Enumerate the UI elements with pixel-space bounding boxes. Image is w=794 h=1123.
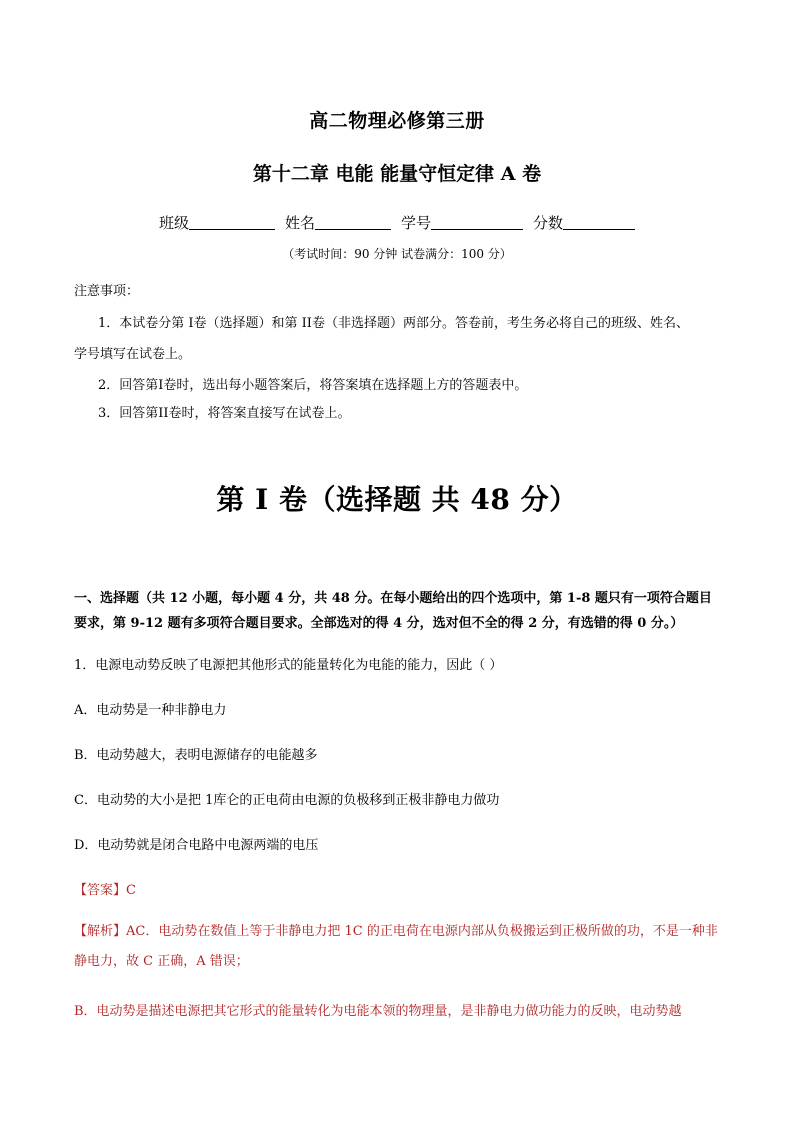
class-label: 班级 xyxy=(158,214,189,232)
option-c: C．电动势的大小是把 1库仑的正电荷由电源的负极移到正极非静电力做功 xyxy=(74,793,500,808)
analysis-b: B．电动势是描述电源把其它形式的能量转化为电能本领的物理量，是非静电力做功能力的反映，电动势越 xyxy=(74,1004,682,1019)
student-info-fields xyxy=(0,212,794,233)
option-a: A．电动势是一种非静电力 xyxy=(74,703,227,718)
answer-label: 【答案】 xyxy=(74,883,127,898)
analysis-paragraph xyxy=(74,917,724,977)
section-intro: 一、选择题（共 12 小题，每小题 4 分，共 48 分。在每小题给出的四个选项中，第 1-8 题只有一项符合题目要求，第 9-12 题有多项符合题目要求。全部选对的得 4 分，选对但不全的得 2 分，有选错的得 0 分。） xyxy=(74,591,712,631)
notice-item-3: 3．回答第II卷时，将答案直接写在试卷上。 xyxy=(98,406,351,421)
option-d: D．电动势就是闭合电路中电源两端的电压 xyxy=(74,838,319,853)
answer-line xyxy=(74,879,136,898)
chapter-title: 第十二章 电能 能量守恒定律 A 卷 xyxy=(252,163,542,185)
name-blank[interactable] xyxy=(315,215,391,230)
answer-value: C xyxy=(126,883,136,898)
student-no-label: 学号 xyxy=(401,214,432,232)
notice-item-1-cont: 学号填写在试卷上。 xyxy=(74,347,192,362)
score-blank[interactable] xyxy=(563,215,635,230)
name-label: 姓名 xyxy=(284,214,315,232)
student-no-blank[interactable] xyxy=(431,215,523,230)
score-label: 分数 xyxy=(533,214,564,232)
analysis-text: AC．电动势在数值上等于非静电力把 1C 的正电荷在电源内部从负极搬运到正极所做的功，不是一种非静电力，故 C 正确，A 错误； xyxy=(74,924,718,969)
class-blank[interactable] xyxy=(189,215,275,230)
notice-heading: 注意事项： xyxy=(74,284,140,299)
exam-title: 高二物理必修第三册 xyxy=(309,110,485,132)
analysis-label: 【解析】 xyxy=(74,924,127,939)
section-title: 第 I 卷（选择题 共 48 分） xyxy=(216,483,578,516)
question-1-stem: 1．电源电动势反映了电源把其他形式的能量转化为电能的能力，因此（ ） xyxy=(74,658,503,673)
option-b: B．电动势越大，表明电源储存的电能越多 xyxy=(74,748,318,763)
exam-time-info: （考试时间：90 分钟 试卷满分：100 分） xyxy=(282,247,512,261)
notice-item-2: 2．回答第I卷时，选出每小题答案后，将答案填在选择题上方的答题表中。 xyxy=(98,378,528,393)
notice-item-1: 1．本试卷分第 I卷（选择题）和第 II卷（非选择题）两部分。答卷前，考生务必将自己的班级、姓名、 xyxy=(98,316,689,331)
